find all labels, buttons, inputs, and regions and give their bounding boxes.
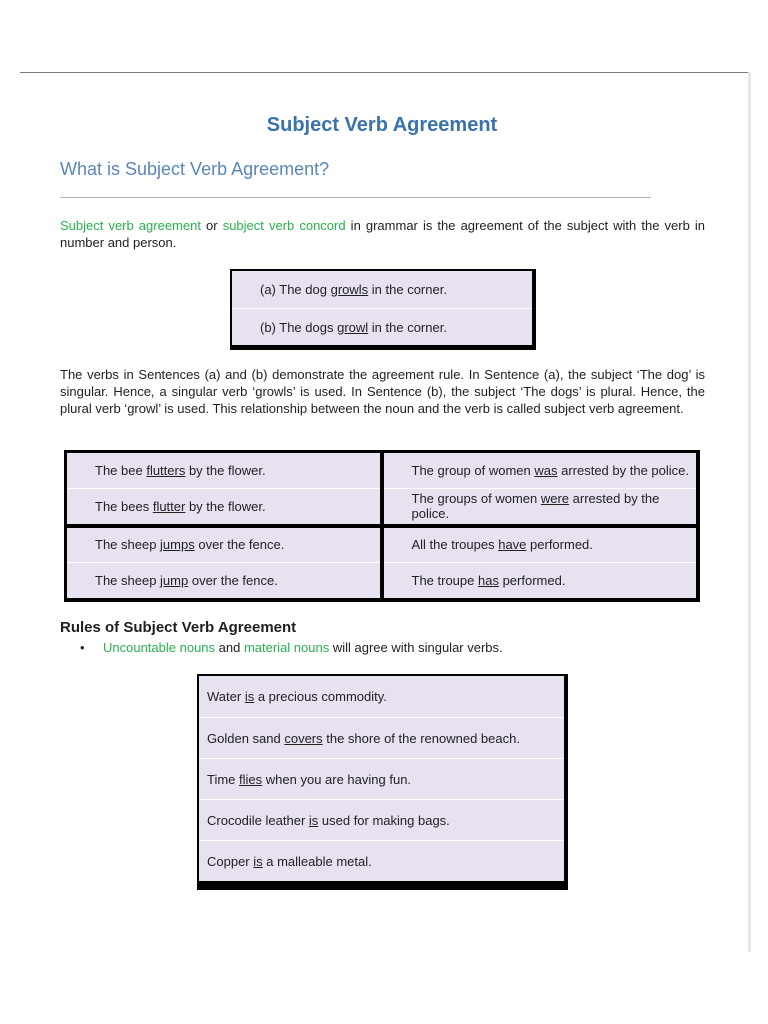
sentence-pre: The group of women	[411, 462, 535, 478]
sentence-verb: growl	[337, 319, 369, 335]
sentence-verb: was	[534, 462, 558, 478]
heading-divider	[60, 197, 651, 198]
sentence-post: arrested by the police.	[557, 462, 690, 478]
sentence-post: the shore of the renowned beach.	[322, 730, 520, 746]
sentence-verb: is	[244, 689, 255, 704]
term-material-nouns: material nouns	[243, 640, 330, 655]
rule-rest: will agree with singular verbs.	[329, 640, 503, 655]
sentence-verb: covers	[284, 730, 323, 746]
sentence-verb: jumps	[160, 537, 195, 553]
sentence-post: arrested by the police.	[411, 491, 660, 522]
sentence-pre: All the troupes	[411, 537, 499, 553]
section-heading: What is Subject Verb Agreement?	[60, 159, 330, 179]
example-grid-box	[64, 450, 700, 602]
sentence-pre: (a) The dog	[260, 282, 331, 297]
rule-bullet-item	[80, 640, 503, 655]
bullet-icon: •	[80, 640, 85, 655]
term-subject-verb-concord: subject verb concord	[222, 218, 346, 233]
sentence-post: when you are having fun.	[262, 771, 412, 787]
example-sentence	[384, 488, 697, 524]
sentence-pre: The groups of women	[411, 491, 541, 507]
sentence-verb: growls	[330, 282, 369, 297]
sentence-post: in the corner.	[368, 319, 447, 335]
page-title: Subject Verb Agreement	[266, 114, 498, 136]
rule-examples-box	[197, 674, 568, 890]
example-sentence	[199, 758, 564, 799]
sentence-pre: Golden sand	[207, 730, 285, 746]
sentence-verb: flutter	[152, 498, 186, 514]
sentence-pre: Water	[207, 689, 245, 704]
sentence-verb: flutters	[146, 462, 186, 478]
example-sentence	[232, 308, 532, 345]
example-sentence	[199, 717, 564, 758]
example-sentence	[67, 453, 380, 488]
sentence-pre: The bees	[95, 498, 153, 514]
sentence-post: in the corner.	[368, 282, 447, 297]
grid-cell	[67, 453, 380, 524]
rule-and: and	[215, 640, 244, 655]
sentence-verb: jump	[160, 573, 189, 589]
sentence-post: performed.	[526, 537, 593, 553]
page-right-edge	[748, 72, 751, 952]
sentence-post: by the flower.	[185, 462, 266, 478]
sentence-verb: is	[308, 812, 319, 828]
sentence-post: by the flower.	[185, 498, 266, 514]
intro-paragraph	[60, 217, 705, 251]
example-sentence	[384, 528, 697, 563]
sentence-verb: has	[478, 573, 499, 589]
sentence-post: over the fence.	[188, 573, 278, 589]
sentence-verb: flies	[239, 771, 263, 787]
sentence-pre: Crocodile leather	[207, 812, 309, 828]
sentence-pre: The troupe	[411, 573, 478, 589]
sentence-verb: is	[253, 853, 263, 869]
explanation-paragraph: The verbs in Sentences (a) and (b) demonstrate the agreement rule. In Sentence (a), the subject ‘The dog’ is singular. Hence, a singular verb ‘growls’ is used. In Sentence (b), the subject ‘The dogs’ is plural. Hence, the plural verb ‘growl’ is used. This relationship between the noun and the verb is called subject verb agreement.	[60, 367, 705, 416]
sentence-pre: The bee	[95, 462, 147, 478]
sentence-pre: The sheep	[95, 537, 161, 553]
sentence-post: over the fence.	[194, 537, 285, 553]
sentence-verb: were	[540, 491, 570, 507]
term-uncountable-nouns: Uncountable nouns	[103, 640, 216, 655]
page-top-rule	[20, 72, 750, 73]
example-sentence	[67, 488, 380, 524]
rules-heading: Rules of Subject Verb Agreement	[60, 619, 297, 636]
example-sentence	[199, 799, 564, 840]
example-sentence	[67, 562, 380, 598]
intro-or: or	[200, 218, 223, 233]
example-sentence	[199, 676, 564, 717]
sentence-post: a precious commodity.	[254, 689, 387, 704]
example-box-dogs	[230, 269, 536, 350]
example-sentence	[199, 840, 564, 881]
example-sentence	[384, 562, 697, 598]
example-sentence	[232, 271, 532, 308]
sentence-post: used for making bags.	[318, 812, 450, 828]
sentence-pre: The sheep	[95, 573, 161, 589]
sentence-pre: Time	[207, 771, 240, 787]
term-subject-verb-agreement: Subject verb agreement	[60, 218, 201, 233]
sentence-pre: Copper	[207, 853, 254, 869]
example-sentence	[67, 528, 380, 563]
intro-rest: in grammar is the agreement of the subject with the verb in number and person.	[60, 218, 705, 250]
example-sentence	[384, 453, 697, 488]
sentence-post: performed.	[498, 573, 566, 589]
sentence-post: a malleable metal.	[262, 853, 372, 869]
grid-cell	[384, 528, 697, 599]
sentence-verb: have	[498, 537, 527, 553]
sentence-pre: (b) The dogs	[260, 319, 338, 335]
grid-cell	[67, 528, 380, 599]
grid-cell	[384, 453, 697, 524]
